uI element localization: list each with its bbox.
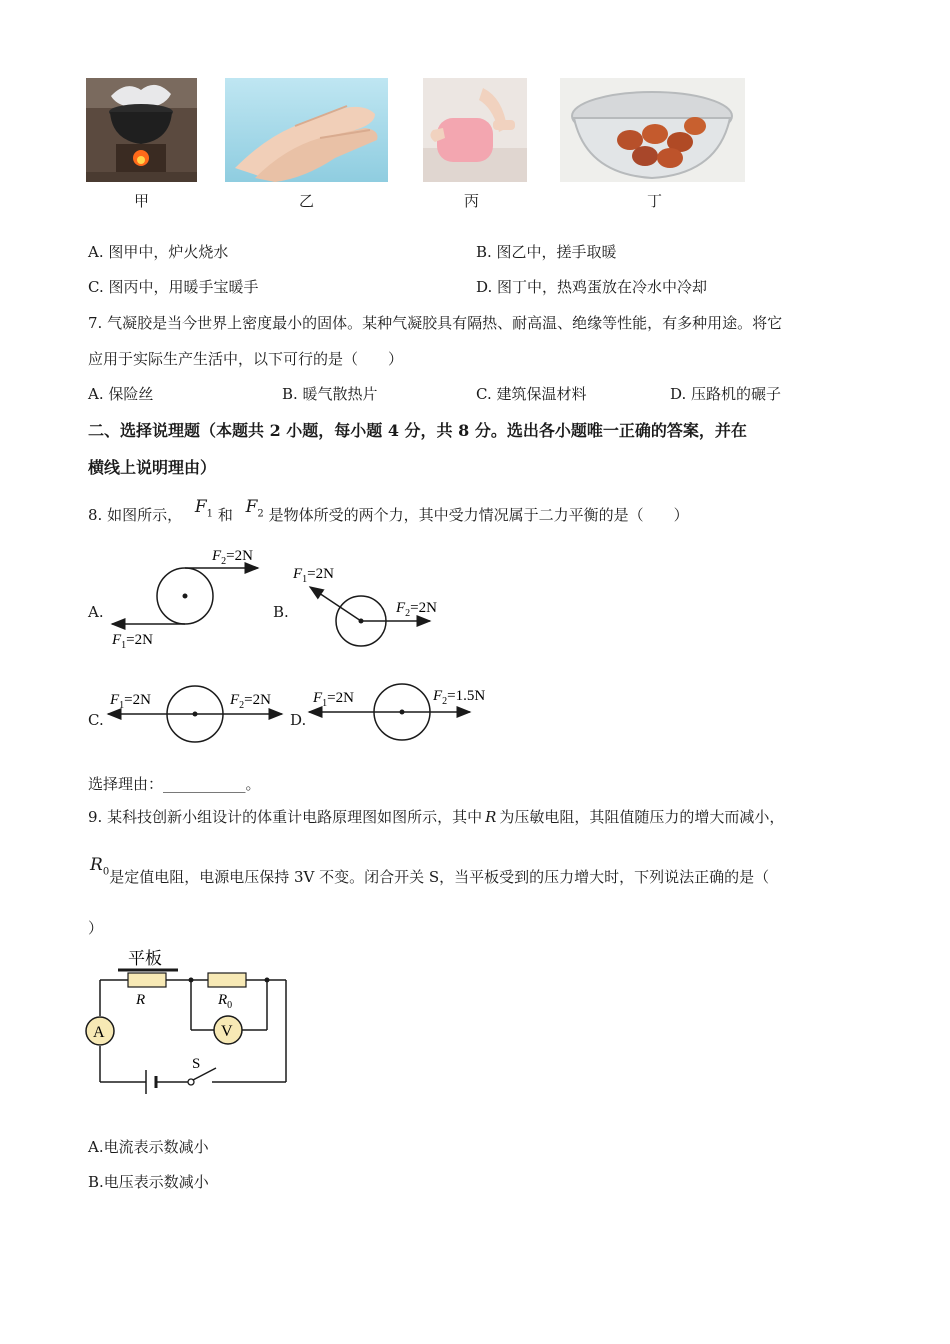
q8-diagram-c-letter: C. [88, 711, 104, 729]
photo-jia-boiling-pot [86, 78, 197, 182]
q7-option-d: D. 压路机的碾子 [670, 385, 782, 403]
q9-stem-line2: $R_0$是定值电阻，电源电压保持 3V 不变。闭合开关 S，当平板受到的压力增大时，下列说法正确的是（ [90, 855, 770, 886]
q8-reason-line: 选择理由：___________。 [88, 775, 261, 793]
photo-ding-eggs-in-water [560, 78, 745, 182]
section2-heading-line2: 横线上说明理由） [88, 458, 217, 477]
q8-d-f1-label: $F_1=2N$ [313, 690, 354, 709]
q8-diagram-d [305, 680, 505, 748]
q8-b-f2-label: $F_2=2N$ [396, 600, 437, 619]
caption-jia: 甲 [134, 192, 150, 210]
q7-option-c: C. 建筑保温材料 [476, 385, 587, 403]
q8-diagram-d-letter: D. [290, 711, 307, 729]
q8-and: 和 [217, 506, 233, 524]
photo-bing-hand-warmer [423, 78, 527, 182]
q8-f1-symbol: $F_1$ [194, 497, 214, 520]
resistor-r [128, 973, 166, 987]
q8-diagram-a [100, 540, 280, 652]
q8-f2-symbol: $F_2$ [245, 497, 264, 520]
q8-diagram-b [288, 560, 448, 650]
q8-a-f1-label: $F_1=2N$ [112, 632, 153, 651]
q8-c-f2-label: $F_2=2N$ [230, 692, 271, 711]
q6-option-b: B. 图乙中，搓手取暖 [476, 243, 617, 261]
switch-label: S [192, 1056, 201, 1072]
caption-yi: 乙 [299, 192, 315, 210]
q8-stem-prefix: 8. 如图所示， [88, 506, 183, 524]
q8-a-f2-label: $F_2=2N$ [212, 548, 253, 567]
q9-option-a: A.电流表示数减小 [88, 1138, 209, 1156]
q8-b-f1-label: $F_1=2N$ [293, 566, 334, 585]
q7-stem-line2: 应用于实际生产生活中，以下可行的是（ ） [88, 350, 404, 368]
ammeter-label: A [93, 1024, 105, 1041]
q8-diagram-a-letter: A. [88, 603, 104, 621]
q8-stem [88, 497, 689, 527]
resistor-r-label: R [136, 992, 146, 1008]
q9-r-symbol: R [485, 808, 497, 826]
q7-option-a: A. 保险丝 [88, 385, 154, 403]
photo-yi-rubbing-hands [225, 78, 388, 182]
q8-stem-suffix: 是物体所受的两个力，其中受力情况属于二力平衡的是（ ） [268, 506, 689, 524]
q8-diagram-c [100, 682, 290, 746]
q6-option-c: C. 图丙中，用暖手宝暖手 [88, 278, 259, 296]
q9-circuit-diagram [84, 944, 298, 1096]
q9-r0-symbol: $R_0$ [90, 855, 110, 878]
q8-c-f1-label: $F_1=2N$ [110, 692, 151, 711]
resistor-r0 [208, 973, 246, 987]
voltmeter-label: V [221, 1023, 233, 1040]
caption-bing: 丙 [464, 192, 480, 210]
caption-ding: 丁 [647, 192, 663, 210]
resistor-r0-label: $R_0$ [218, 992, 233, 1011]
plate-label: 平板 [128, 949, 162, 968]
q9-option-b: B.电压表示数减小 [88, 1173, 209, 1191]
q7-option-b: B. 暖气散热片 [282, 385, 378, 403]
q9-stem-line1: 9. 某科技创新小组设计的体重计电路原理图如图所示，其中 R 为压敏电阻，其阻值随压力的增大而减小， [88, 808, 785, 826]
q8-diagram-b-letter: B. [273, 603, 289, 621]
q6-option-d: D. 图丁中，热鸡蛋放在冷水中冷却 [476, 278, 708, 296]
q8-d-f2-label: $F_2=1.5N$ [433, 688, 486, 707]
section2-heading-line1: 二、选择说理题（本题共 2 小题，每小题 4 分，共 8 分。选出各小题唯一正确的答案，并在 [88, 421, 747, 440]
q6-option-a: A. 图甲中，炉火烧水 [88, 243, 229, 261]
q7-stem-line1: 7. 气凝胶是当今世界上密度最小的固体。某种气凝胶具有隔热、耐高温、绝缘等性能，有多种用途。将它 [88, 314, 783, 332]
q9-stem-line3: ） [88, 919, 104, 937]
